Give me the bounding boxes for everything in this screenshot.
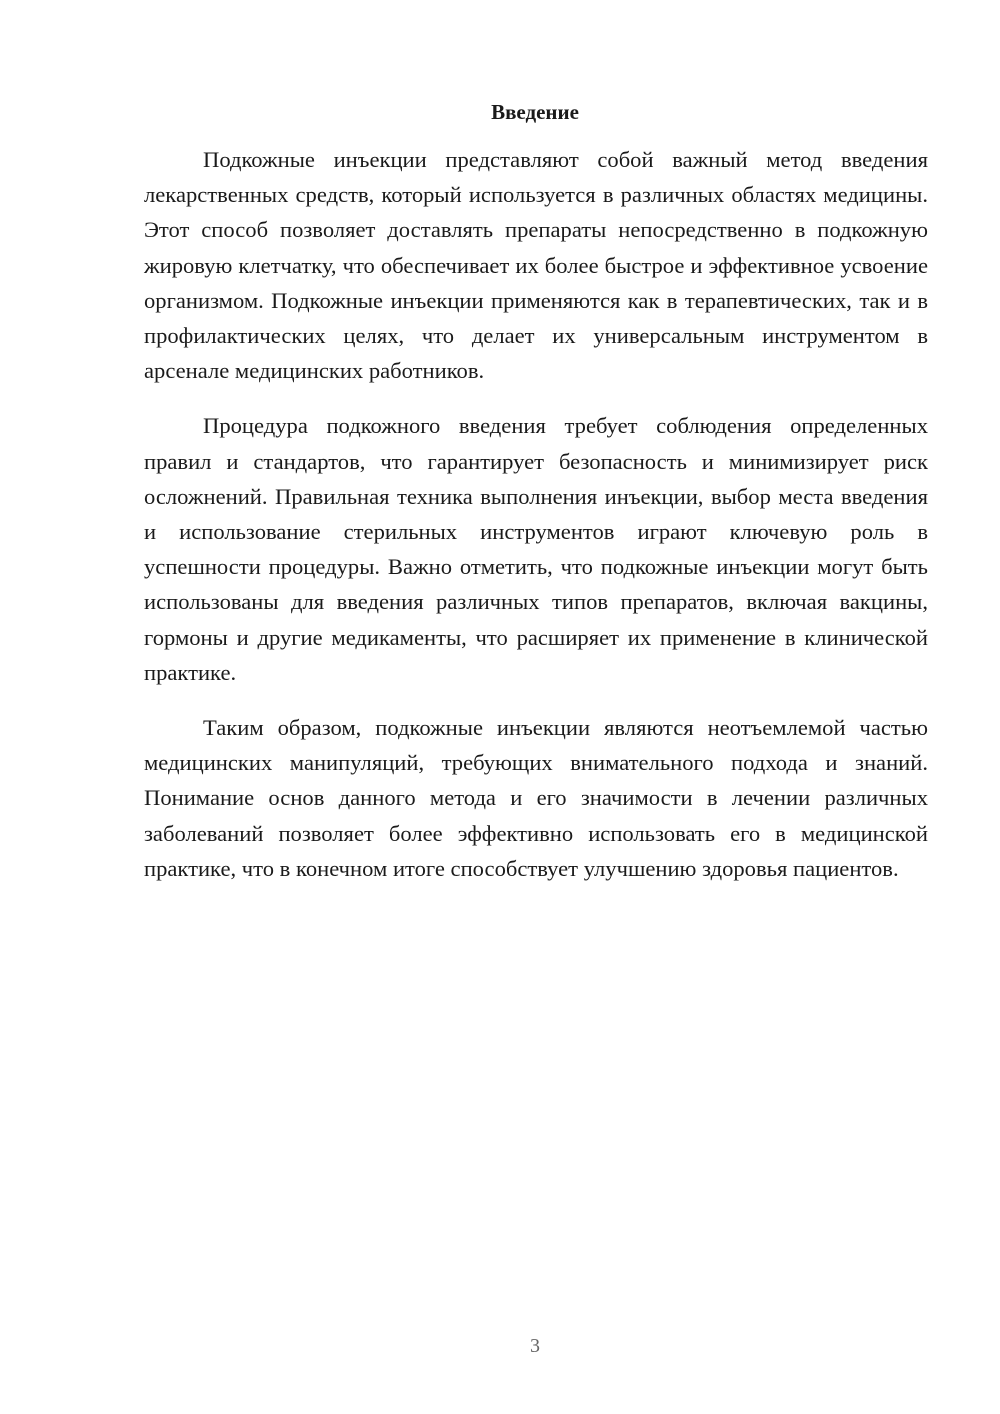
body-text bbox=[144, 142, 928, 906]
paragraph-3: Таким образом, подкожные инъекции являются неотъемлемой частью медицинских манипуляций, требующих внимательного подхода и знаний. Понимание основ данного метода и его значимости в лечении различных заболеваний позволяет более эффективно использовать его в медицинской практике, что в конечном итоге способствует улучшению здоровья пациентов. bbox=[144, 715, 928, 881]
page-number: 3 bbox=[530, 1335, 540, 1357]
section-heading: Введение bbox=[491, 100, 579, 124]
paragraph-1: Подкожные инъекции представляют собой важный метод введения лекарственных средств, который используется в различных областях медицины. Этот способ позволяет доставлять препараты непосредственно в подкожную жировую клетчатку, что обеспечивает их более быстрое и эффективное усвоение организмом. Подкожные инъекции применяются как в терапевтических, так и в профилактических целях, что делает их универсальным инструментом в арсенале медицинских работников. bbox=[144, 147, 928, 384]
paragraph-2: Процедура подкожного введения требует соблюдения определенных правил и стандартов, что гарантирует безопасность и минимизирует риск осложнений. Правильная техника выполнения инъекции, выбор места введения и использование стерильных инструментов играют ключевую роль в успешности процедуры. Важно отметить, что подкожные инъекции могут быть использованы для введения различных типов препаратов, включая вакцины, гормоны и другие медикаменты, что расширяет их применение в клинической практике. bbox=[144, 413, 928, 685]
